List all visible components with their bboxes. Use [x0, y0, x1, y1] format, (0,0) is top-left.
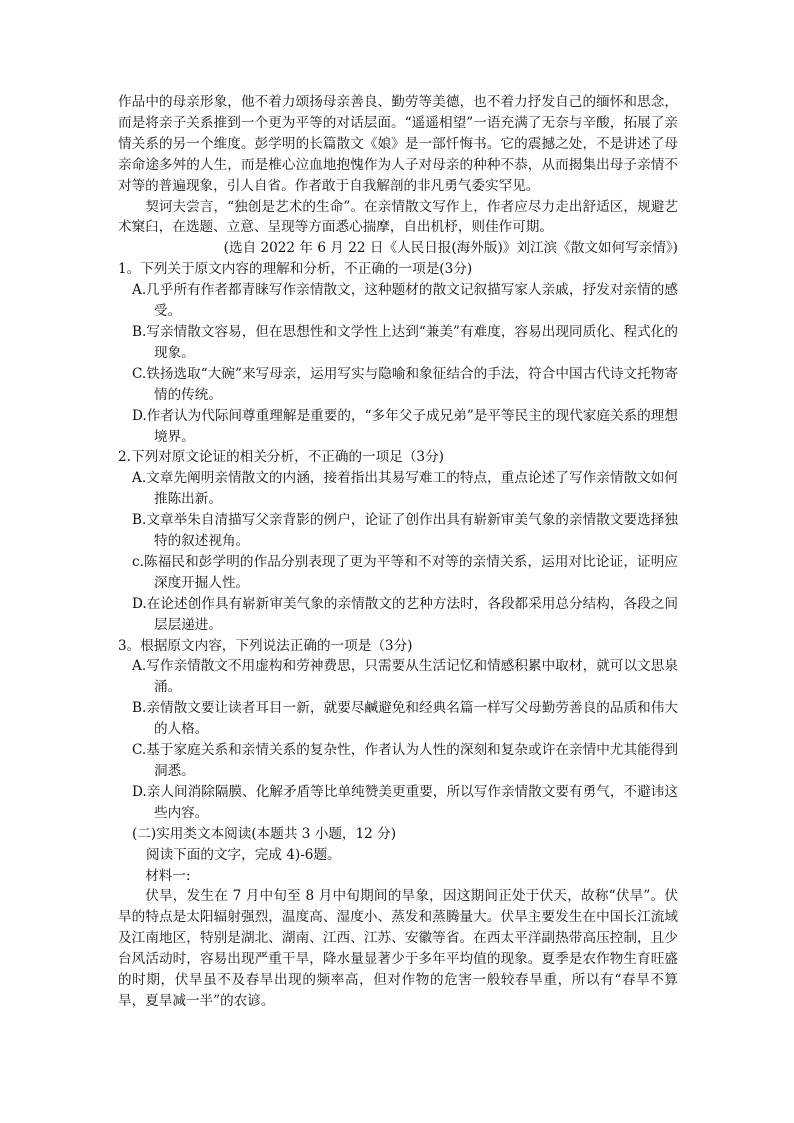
question-2 [118, 447, 678, 635]
passage-source: (选自 2022 年 6 月 22 日《人民日报(海外版)》刘江滨《散文如何写亲情》) [223, 240, 678, 257]
question-option: A.写作亲情散文不用虚构和劳神费思，只需要从生活记忆和情感积累中取材，就可以文思泉涌。 [132, 658, 678, 696]
question-option: A.文章先阐明亲情散文的内涵，接着指出其易写难工的特点，重点论述了写作亲情散文如何推陈出新。 [132, 470, 678, 508]
question-1 [118, 259, 678, 447]
question-3 [118, 636, 678, 824]
question-option: B.写亲情散文容易，但在思想性和文学性上达到“兼美”有难度，容易出现同质化、程式化的现象。 [132, 323, 678, 361]
question-option: C.铁扬选取“大碗”来写母亲，运用写实与隐喻和象征结合的手法，符合中国古代诗文托物寄情的传统。 [132, 365, 678, 403]
question-option: D.亲人间消除隔膜、化解矛盾等比单纯赞美更重要，所以写作亲情散文要有勇气，不避讳这些内容。 [132, 783, 678, 821]
question-option: D.在论述创作具有崭新审美气象的亲情散文的艺种方法时，各段都采用总分结构，各段之间层层递进。 [132, 595, 678, 633]
question-option: A.几乎所有作者都青睐写作亲情散文，这种题材的散文记叙描写家人亲戚，抒发对亲情的感受。 [132, 282, 678, 320]
material-label: 材料一: [145, 867, 191, 884]
passage-paragraph: 作品中的母亲形象，他不着力颂扬母亲善良、勤劳等美德，也不着力抒发自己的缅怀和思念，而是将亲子关系推到一个更为平等的对话层面。“遥遥相望”一语充满了无奈与辛酸，拓展了亲情关系的另一个维度。彭学明的长篇散文《娘》是一部忏悔书。它的震撼之处，不是讲述了母亲命途多舛的人生，而是椎心泣血地抱愧作为人子对母亲的种种不恭，从而揭集出母子亲情不对等的普遍现象，引人自省。作者敢于自我解剖的非凡勇气委实罕见。 [118, 94, 678, 194]
exam-page [118, 92, 678, 1012]
question-stem: 3。根据原文内容，下列说法正确的一项是（3分) [118, 637, 413, 654]
question-option: B.亲情散文要让读者耳目一新，就要尽鹹避免和经典名篇一样写父母勤劳善良的品质和伟大的人格。 [132, 700, 678, 738]
passage-paragraph: 契诃夫尝言，“独创是艺术的生命”。在亲情散文写作上，作者应尽力走出舒适区，规避艺术窠臼，在选题、立意、呈现等方面悉心揣摩，自出机杼，则佳作可期。 [118, 198, 678, 236]
question-option: C.基于家庭关系和亲情关系的复杂性，作者认为人性的深刻和复杂或许在亲情中尤其能得到洞悉。 [132, 742, 678, 779]
question-option: B.文章举朱自清描写父亲背影的例户，论证了创作出具有崭新审美气象的亲情散文要选择独特的叙述视角。 [132, 512, 678, 550]
question-stem: 1。下列关于原文内容的理解和分析，不正确的一项是(3分) [118, 261, 473, 278]
section-heading: (二)实用类文本阅读(本题共 3 小题，12 分) [132, 825, 397, 842]
question-option: D.作者认为代际间尊重理解是重要的，“多年父子成兄弟”是平等民主的现代家庭关系的理想境界。 [132, 407, 678, 445]
material-text: 伏旱，发生在 7 月中旬至 8 月中旬期间的旱象，因这期间正处于伏天，故称“伏旱”。伏旱的特点是太阳辐射强烈，温度高、湿度小、蒸发和蒸腾量大。伏旱主要发生在中国长江流域及江南地区，特别是湖北、湖南、江西、江苏、安徽等省。在西太平洋副热带高压控制，且少台风活动时，容易出现严重干旱，降水量显著少于多年平均值的现象。夏季是农作物生育旺盛的时期，伏旱虽不及春旱出现的频率高，但对作物的危害一般较春旱重，所以有“春旱不算旱，夏旱减一半”的农谚。 [118, 888, 678, 1009]
section-instruction: 阅读下面的文字，完成 4)-6题。 [146, 846, 341, 863]
question-option: c.陈福民和彭学明的作品分别表现了更为平等和不对等的亲情关系，运用对比论证，证明应深度开掘人性。 [132, 553, 678, 591]
question-stem: 2.下列对原文论证的相关分析，不正确的一项足（3分) [118, 449, 444, 466]
